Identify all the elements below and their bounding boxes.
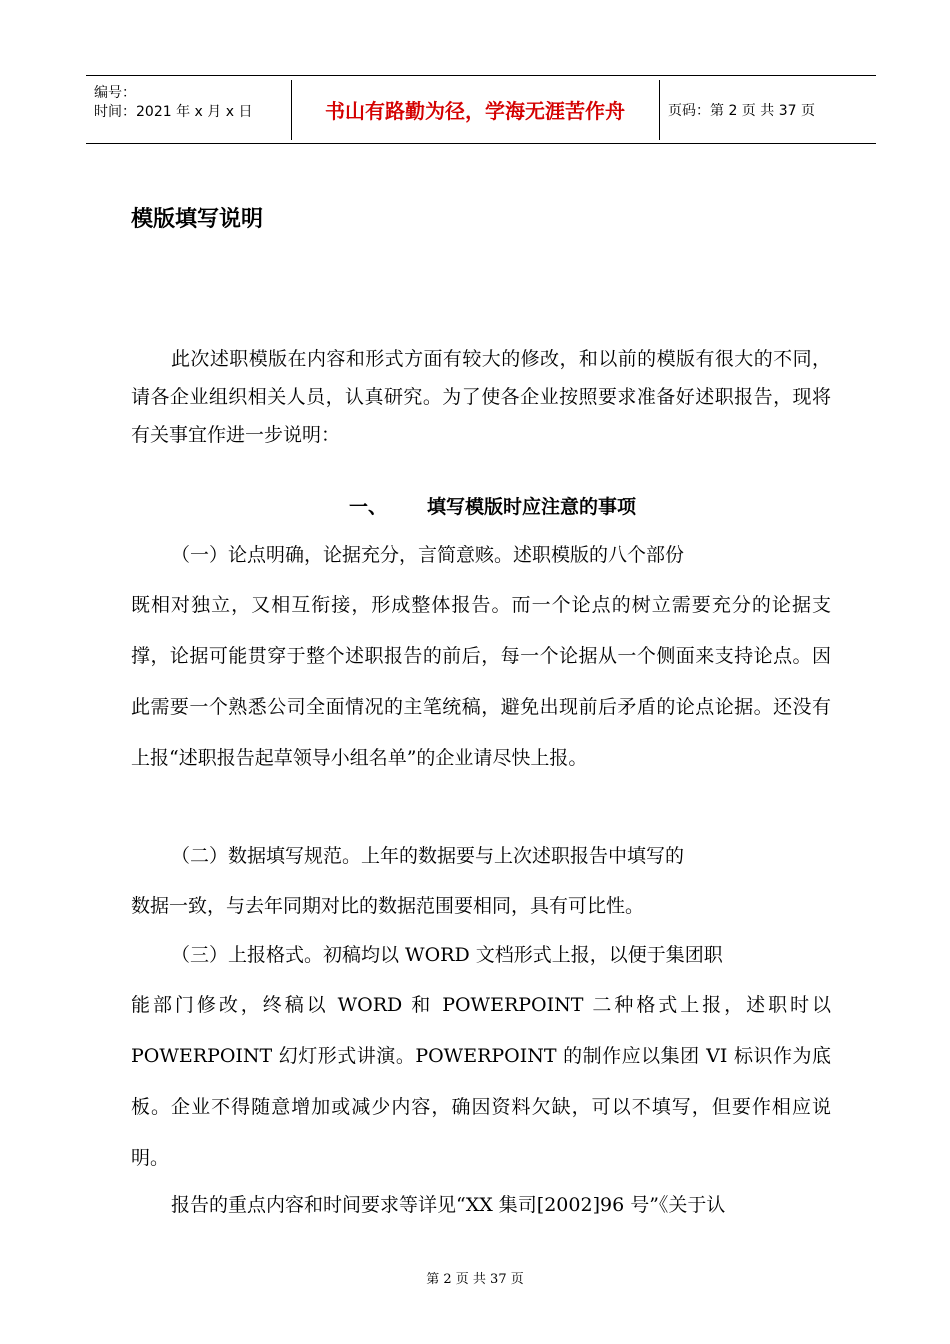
- page-footer: 第 2 页 共 37 页: [426, 1272, 524, 1287]
- header-divider: [659, 80, 660, 140]
- document-title: 模版填写说明: [131, 207, 264, 232]
- section-number: 一、: [349, 496, 388, 518]
- document-number-label: 编号：: [94, 85, 136, 101]
- page-header: [86, 75, 876, 144]
- section-title: 填写模版时应注意的事项: [427, 496, 637, 518]
- item-2-lead: （二）数据填写规范。上年的数据要与上次述职报告中填写的: [171, 845, 685, 867]
- intro-paragraph: 此次述职模版在内容和形式方面有较大的修改，和以前的模版有很大的不同，请各企业组织相关人员，认真研究。为了使各企业按照要求准备好述职报告，现将有关事宜作进一步说明：: [131, 348, 831, 446]
- header-page-info: 页码：第 2 页 共 37 页: [668, 103, 815, 119]
- closing-paragraph: 报告的重点内容和时间要求等详见“XX 集司[2002]96 号”《关于认: [171, 1194, 726, 1216]
- document-date-label: 时间：2021 年 x 月 x 日: [94, 104, 253, 120]
- item-1-lead: （一）论点明确，论据充分，言简意赅。述职模版的八个部份: [171, 544, 685, 566]
- item-3-body: 能部门修改，终稿以 WORD 和 POWERPOINT 二种格式上报，述职时以 POWERPOINT 幻灯形式讲演。POWERPOINT 的制作应以集团 VI 标识作为底板。企业不得随意增加或减少内容，确因资料欠缺，可以不填写，但要作相应说明。: [131, 994, 831, 1169]
- item-1-body: 既相对独立，又相互衔接，形成整体报告。而一个论点的树立需要充分的论据支撑，论据可能贯穿于整个述职报告的前后，每一个论据从一个侧面来支持论点。因此需要一个熟悉公司全面情况的主笔统稿，避免出现前后矛盾的论点论据。还没有上报“述职报告起草领导小组名单”的企业请尽快上报。: [131, 594, 831, 769]
- item-3-lead: （三）上报格式。初稿均以 WORD 文档形式上报，以便于集团职: [171, 944, 723, 966]
- item-2-body: 数据一致，与去年同期对比的数据范围要相同，具有可比性。: [131, 895, 645, 917]
- header-motto: 书山有路勤为径，学海无涯苦作舟: [325, 99, 625, 123]
- header-meta: [94, 84, 290, 122]
